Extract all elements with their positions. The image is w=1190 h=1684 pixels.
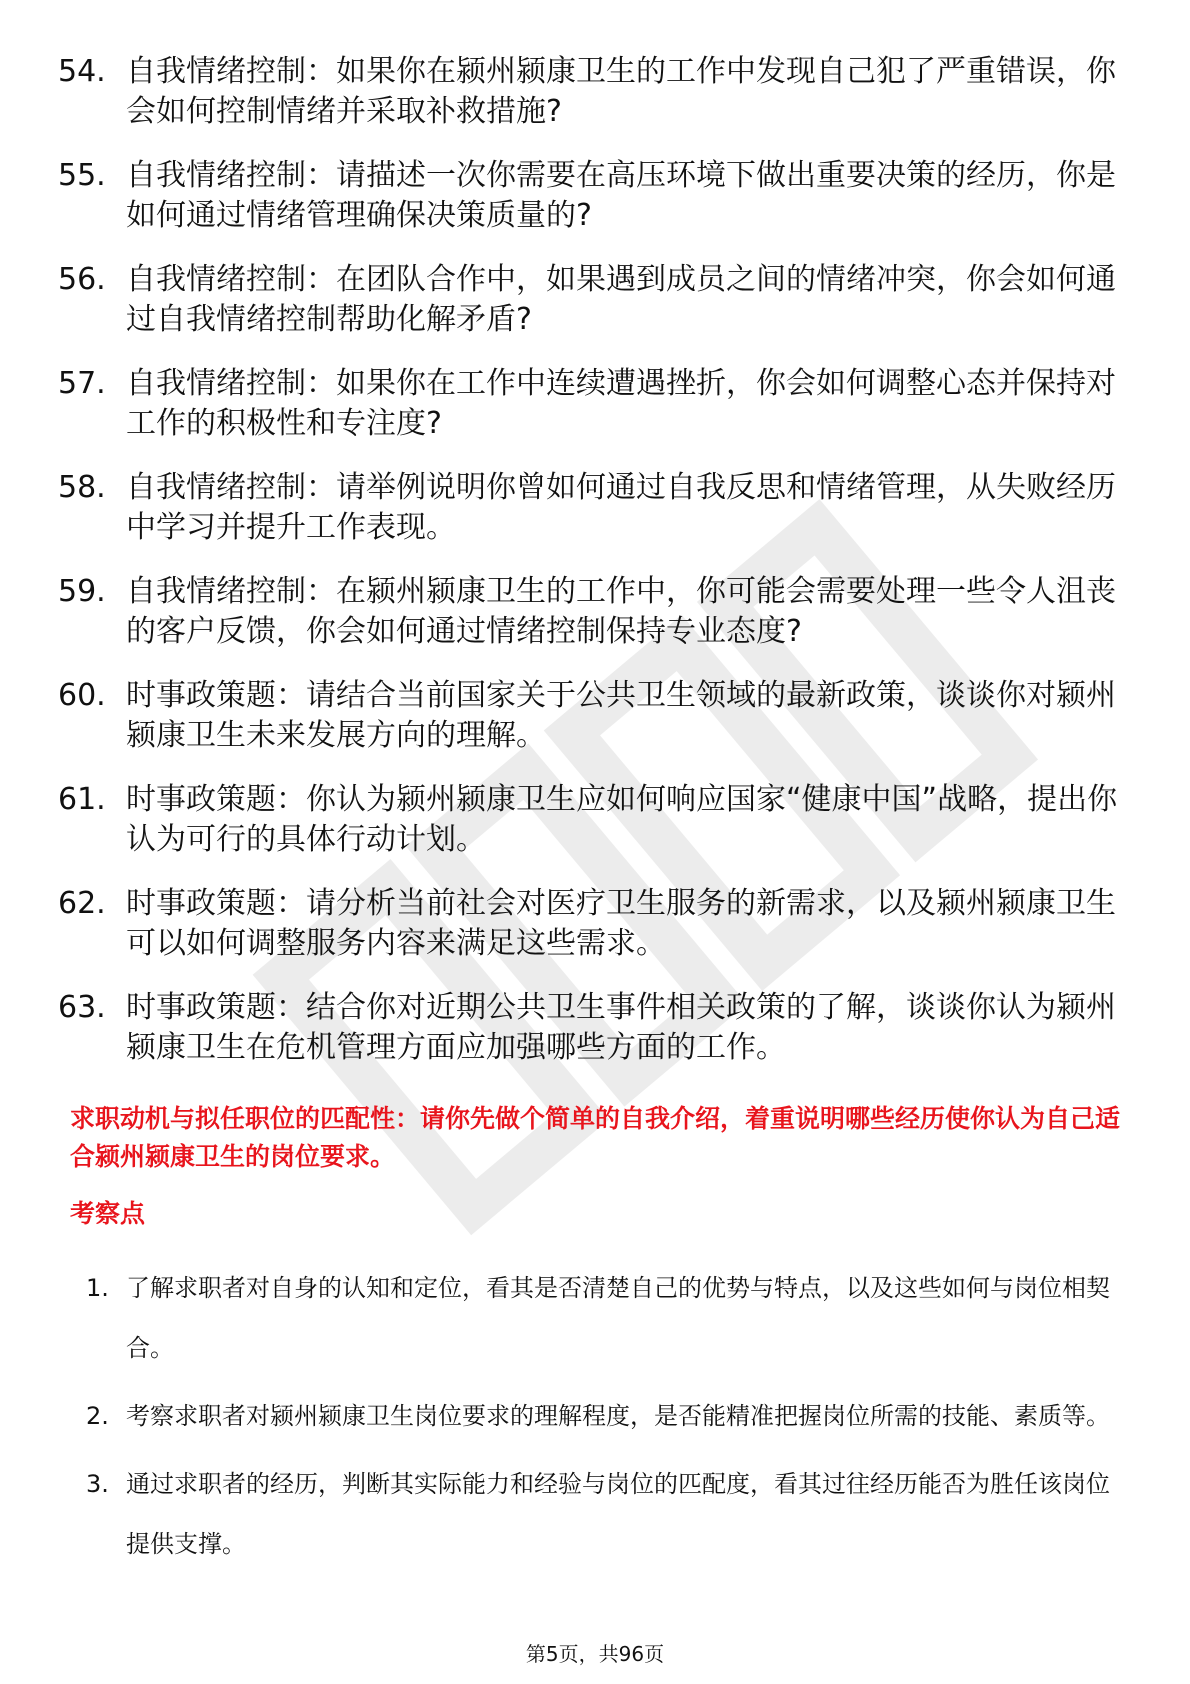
question-text: 时事政策题：请分析当前社会对医疗卫生服务的新需求，以及颍州颍康卫生可以如何调整服务内容来满足这些需求。: [126, 886, 1116, 961]
question-number: 58.: [58, 470, 106, 505]
question-list: [58, 52, 1118, 1092]
question-item: [58, 676, 1118, 756]
question-item: [58, 260, 1118, 340]
question-number: 59.: [58, 574, 106, 609]
highlighted-question: 求职动机与拟任职位的匹配性：请你先做个简单的自我介绍，着重说明哪些经历使你认为自己适合颍州颍康卫生的岗位要求。: [70, 1104, 1121, 1171]
assessment-points-list: [86, 1258, 1122, 1582]
question-number: 63.: [58, 990, 106, 1025]
question-text: 自我情绪控制：如果你在工作中连续遭遇挫折，你会如何调整心态并保持对工作的积极性和专注度?: [126, 366, 1116, 441]
question-number: 55.: [58, 158, 106, 193]
question-number: 62.: [58, 886, 106, 921]
question-text: 自我情绪控制：如果你在颍州颍康卫生的工作中发现自己犯了严重错误，你会如何控制情绪并采取补救措施?: [126, 54, 1116, 129]
question-text: 时事政策题：你认为颍州颍康卫生应如何响应国家“健康中国”战略，提出你认为可行的具体行动计划。: [126, 782, 1118, 857]
point-text: 通过求职者的经历，判断其实际能力和经验与岗位的匹配度，看其过往经历能否为胜任该岗位提供支撑。: [126, 1470, 1110, 1558]
question-item: [58, 780, 1118, 860]
point-number: 1.: [86, 1274, 109, 1302]
point-number: 2.: [86, 1402, 109, 1430]
question-text: 时事政策题：结合你对近期公共卫生事件相关政策的了解，谈谈你认为颍州颍康卫生在危机管理方面应加强哪些方面的工作。: [126, 990, 1116, 1065]
question-text: 自我情绪控制：请描述一次你需要在高压环境下做出重要决策的经历，你是如何通过情绪管理确保决策质量的?: [126, 158, 1116, 233]
question-item: [58, 988, 1118, 1068]
question-number: 54.: [58, 54, 106, 89]
point-number: 3.: [86, 1470, 109, 1498]
question-text: 时事政策题：请结合当前国家关于公共卫生领域的最新政策，谈谈你对颍州颍康卫生未来发展方向的理解。: [126, 678, 1116, 753]
question-number: 60.: [58, 678, 106, 713]
question-text: 自我情绪控制：在团队合作中，如果遇到成员之间的情绪冲突，你会如何通过自我情绪控制帮助化解矛盾?: [126, 262, 1116, 337]
question-item: [58, 884, 1118, 964]
point-text: 考察求职者对颍州颍康卫生岗位要求的理解程度，是否能精准把握岗位所需的技能、素质等。: [126, 1402, 1110, 1430]
question-text: 自我情绪控制：在颍州颍康卫生的工作中，你可能会需要处理一些令人沮丧的客户反馈，你会如何通过情绪控制保持专业态度?: [126, 574, 1116, 649]
question-item: [58, 364, 1118, 444]
point-text: 了解求职者对自身的认知和定位，看其是否清楚自己的优势与特点，以及这些如何与岗位相契合。: [126, 1274, 1110, 1362]
question-item: [58, 156, 1118, 236]
assessment-point: [86, 1386, 1122, 1446]
question-item: [58, 572, 1118, 652]
question-number: 56.: [58, 262, 106, 297]
question-number: 61.: [58, 782, 106, 817]
question-item: [58, 52, 1118, 132]
question-number: 57.: [58, 366, 106, 401]
assessment-point: [86, 1258, 1122, 1378]
assessment-point: [86, 1454, 1122, 1574]
question-item: [58, 468, 1118, 548]
assessment-points-heading: 考察点: [70, 1199, 146, 1228]
page-footer: 第5页，共96页: [525, 1642, 665, 1666]
question-text: 自我情绪控制：请举例说明你曾如何通过自我反思和情绪管理，从失败经历中学习并提升工作表现。: [126, 470, 1116, 545]
